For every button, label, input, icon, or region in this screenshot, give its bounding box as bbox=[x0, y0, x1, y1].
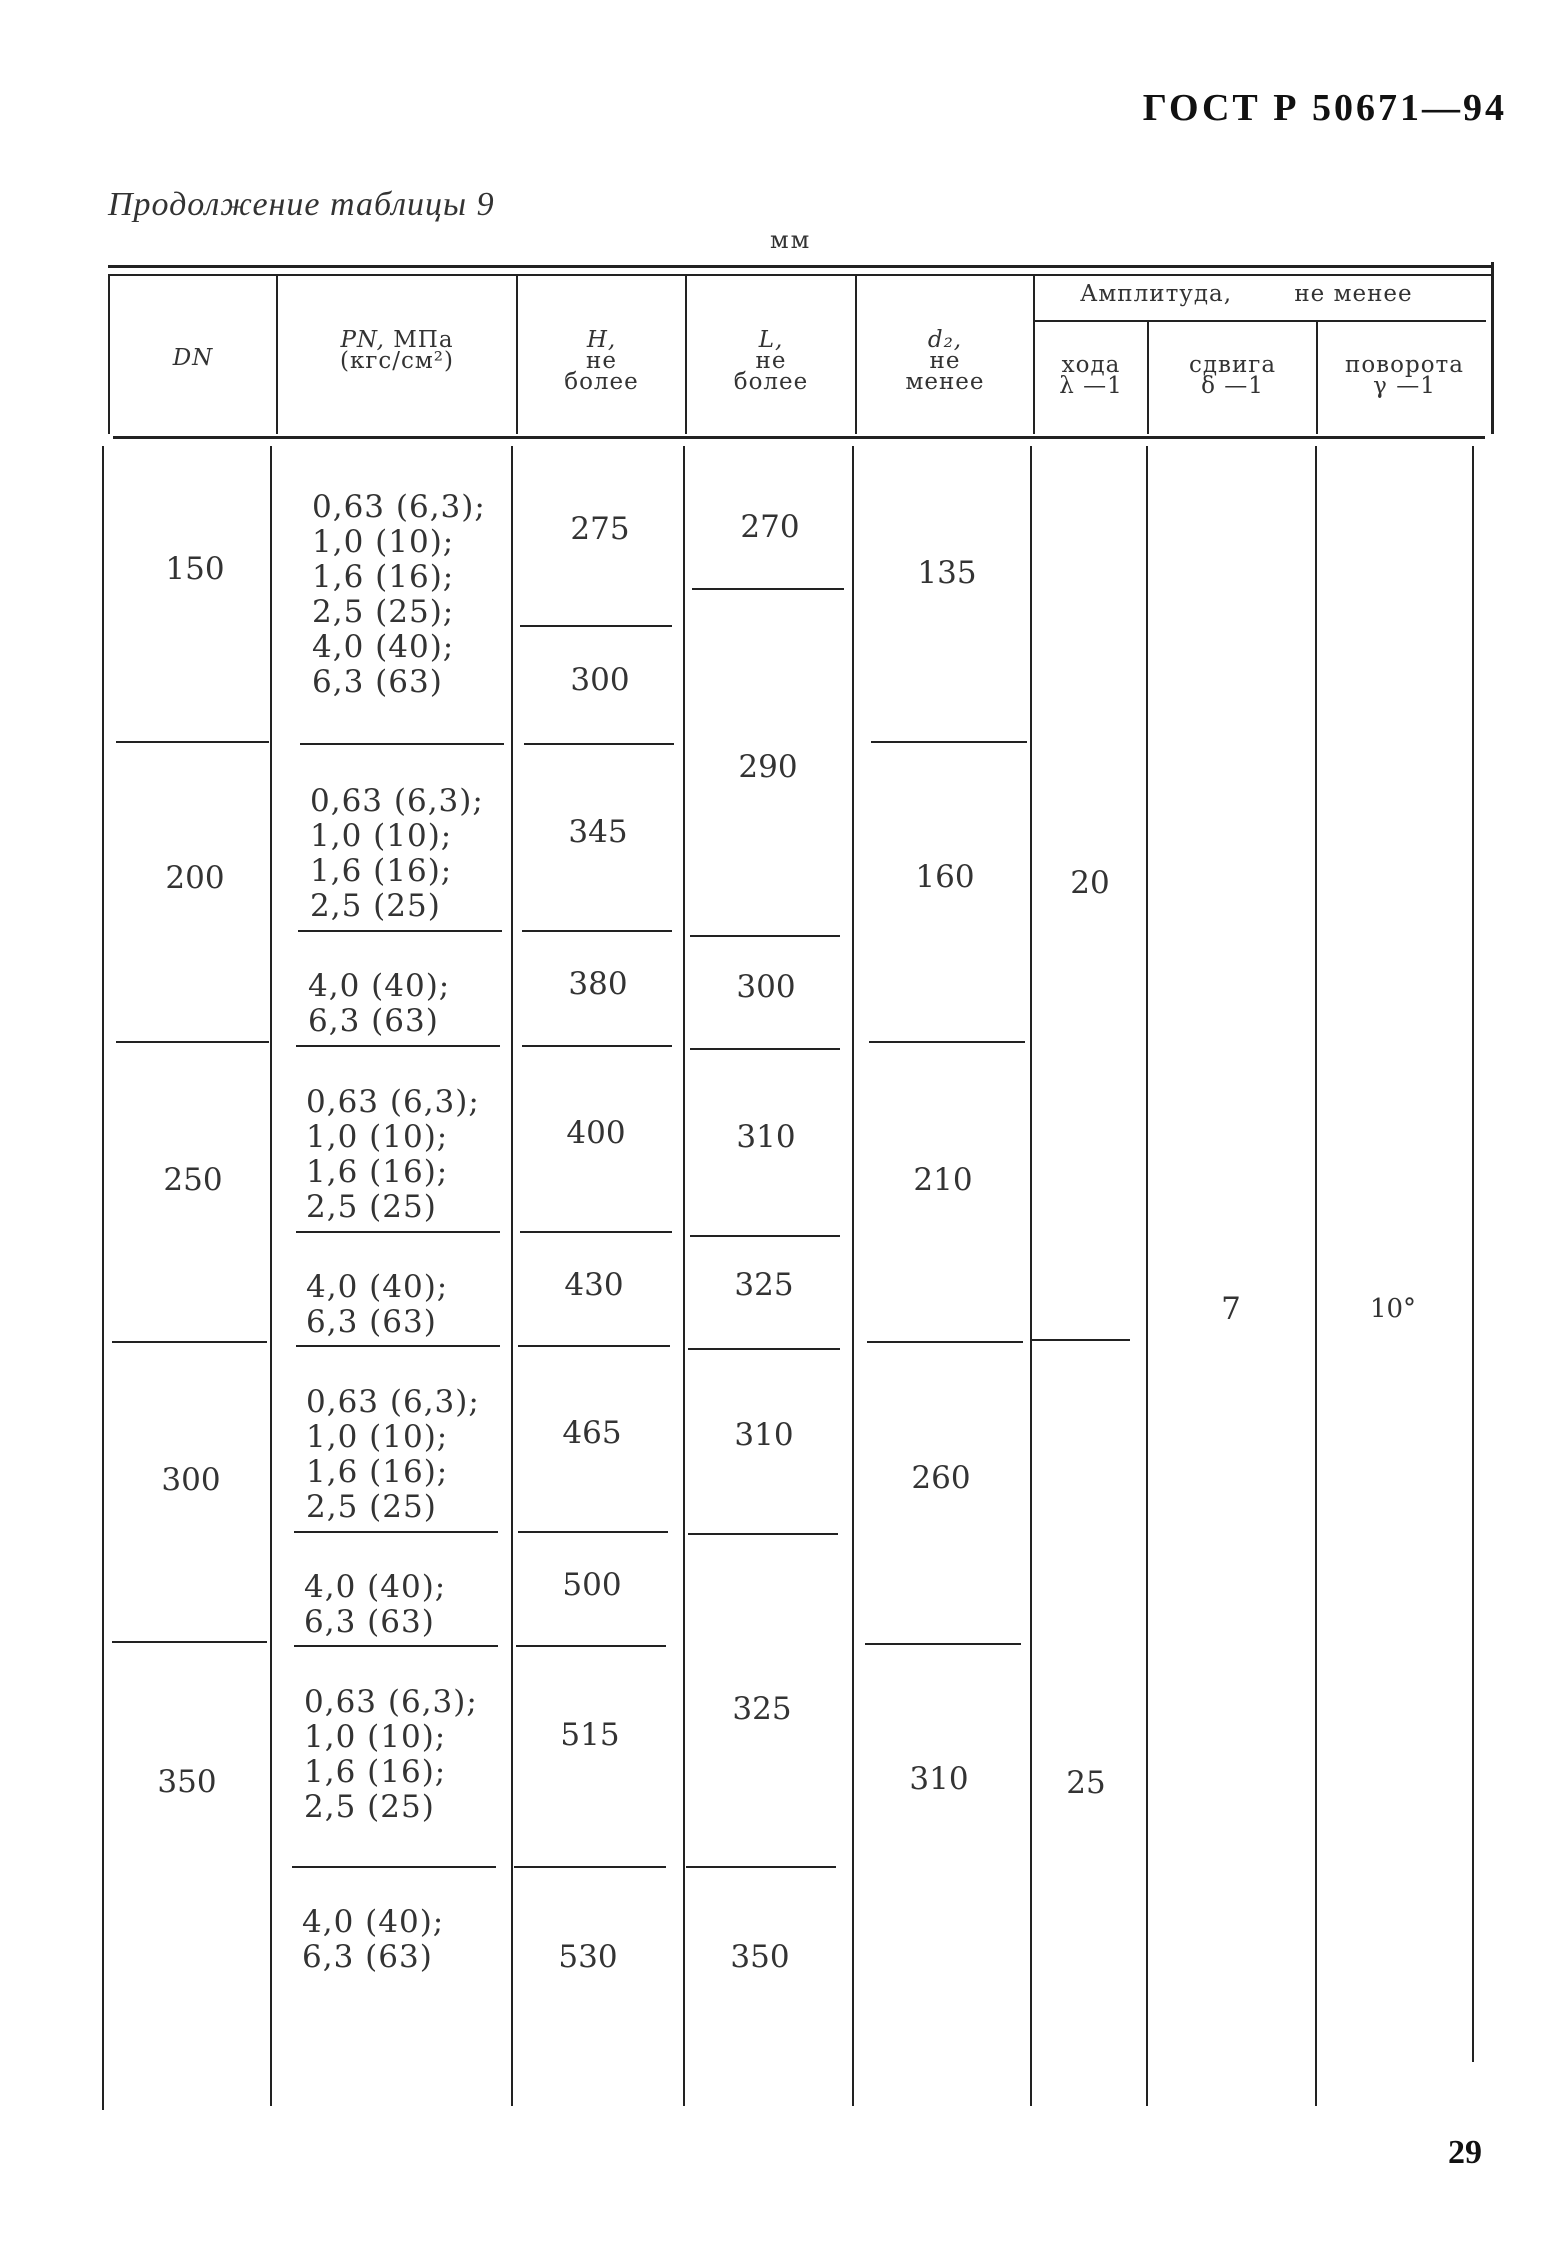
rotation-value: 10° bbox=[1369, 1294, 1417, 1324]
pn-line: 6,3 (63) bbox=[304, 1604, 435, 1640]
dn-sep-1 bbox=[116, 741, 269, 743]
header-pn bbox=[278, 327, 516, 374]
dn-sep-2 bbox=[116, 1041, 269, 1043]
h-sep-9 bbox=[514, 1866, 666, 1868]
header-pn-unit2: (кгс/см²) bbox=[340, 348, 454, 374]
l-value: 350 bbox=[730, 1939, 790, 1975]
header-travel-label: хода bbox=[1061, 352, 1121, 378]
header-d2-line2: менее bbox=[905, 369, 985, 395]
l-value: 310 bbox=[736, 1119, 796, 1155]
vline-right-body bbox=[1472, 446, 1474, 2062]
pn-line: 6,3 (63) bbox=[306, 1304, 437, 1340]
pn-line: 1,6 (16); bbox=[312, 559, 455, 595]
pn-line: 1,0 (10); bbox=[310, 818, 453, 854]
l-value: 325 bbox=[734, 1267, 794, 1303]
l-value: 310 bbox=[734, 1417, 794, 1453]
l-sep-1 bbox=[692, 588, 844, 590]
header-shift-symbol: δ —1 bbox=[1201, 373, 1264, 399]
vline-5-body bbox=[1030, 446, 1032, 2106]
h-sep-7 bbox=[518, 1531, 668, 1533]
document-code: ГОСТ Р 50671—94 bbox=[1142, 87, 1507, 129]
pn-group-200b bbox=[308, 969, 450, 1039]
pn-line: 0,63 (6,3); bbox=[312, 489, 486, 525]
pn-line: 2,5 (25) bbox=[310, 888, 441, 924]
table-caption: Продолжение таблицы 9 bbox=[108, 186, 495, 223]
header-dn: DN bbox=[172, 345, 214, 371]
d-sep-4 bbox=[865, 1643, 1021, 1645]
header-l-line2: более bbox=[733, 369, 809, 395]
pn-line: 2,5 (25); bbox=[312, 594, 455, 630]
pn-line: 1,0 (10); bbox=[306, 1119, 449, 1155]
l-sep-4 bbox=[690, 1235, 840, 1237]
travel-value: 25 bbox=[1066, 1765, 1106, 1801]
pn-group-300b bbox=[304, 1570, 446, 1640]
pn-line: 4,0 (40); bbox=[302, 1904, 445, 1940]
shift-value: 7 bbox=[1221, 1291, 1241, 1327]
header-pn-symbol: PN, bbox=[340, 327, 385, 353]
header-amplitude-label: Амплитуда, bbox=[1080, 281, 1233, 307]
h-value: 380 bbox=[568, 966, 628, 1002]
header-d2 bbox=[857, 327, 1033, 395]
d2-value: 210 bbox=[913, 1162, 973, 1198]
vline-2-body bbox=[511, 446, 513, 2106]
d-sep-1 bbox=[871, 741, 1027, 743]
pn-line: 4,0 (40); bbox=[306, 1269, 449, 1305]
pn-group-300a bbox=[306, 1385, 480, 1525]
d2-value: 260 bbox=[911, 1460, 971, 1496]
vline-right-header bbox=[1491, 262, 1494, 434]
table-top-rule bbox=[108, 265, 1493, 268]
h-sep-8 bbox=[516, 1645, 666, 1647]
l-sep-2 bbox=[690, 935, 840, 937]
amplitude-subheader-rule bbox=[1034, 320, 1486, 322]
h-sep-3 bbox=[522, 930, 672, 932]
dn-value: 300 bbox=[161, 1462, 221, 1498]
pn-line: 0,63 (6,3); bbox=[304, 1684, 478, 1720]
h-value: 300 bbox=[570, 662, 630, 698]
pn-line: 1,0 (10); bbox=[312, 524, 455, 560]
header-bottom-rule bbox=[113, 436, 1485, 439]
h-value: 345 bbox=[568, 814, 628, 850]
units-label: мм bbox=[770, 226, 812, 254]
pn-sep-3 bbox=[296, 1045, 500, 1047]
h-value: 465 bbox=[562, 1415, 622, 1451]
header-travel-symbol: λ —1 bbox=[1059, 373, 1123, 399]
pn-line: 1,6 (16); bbox=[310, 853, 453, 889]
header-rotation bbox=[1318, 352, 1491, 399]
pn-sep-8 bbox=[292, 1866, 496, 1868]
header-travel bbox=[1035, 352, 1147, 399]
page-number: 29 bbox=[1448, 2134, 1482, 2171]
pn-line: 1,6 (16); bbox=[304, 1754, 447, 1790]
pn-line: 4,0 (40); bbox=[312, 629, 455, 665]
header-amplitude bbox=[1040, 281, 1490, 307]
header-l-symbol: L, bbox=[758, 327, 784, 353]
pn-sep-4 bbox=[296, 1231, 500, 1233]
d2-value: 310 bbox=[909, 1761, 969, 1797]
table-top-rule-inner bbox=[108, 274, 1493, 276]
pn-sep-7 bbox=[294, 1645, 498, 1647]
pn-sep-2 bbox=[298, 930, 502, 932]
pn-line: 2,5 (25) bbox=[306, 1189, 437, 1225]
header-h-line1: не bbox=[586, 348, 617, 374]
travel-value: 20 bbox=[1070, 865, 1110, 901]
vline-1-body bbox=[270, 446, 272, 2106]
header-rotation-label: поворота bbox=[1345, 352, 1464, 378]
pn-group-350b bbox=[302, 1905, 444, 1975]
pn-line: 2,5 (25) bbox=[306, 1489, 437, 1525]
header-h-line2: более bbox=[564, 369, 639, 395]
dn-sep-4 bbox=[112, 1641, 267, 1643]
pn-group-200a bbox=[310, 784, 484, 924]
header-pn-unit: МПа bbox=[393, 327, 454, 353]
h-value: 400 bbox=[566, 1115, 626, 1151]
pn-line: 2,5 (25) bbox=[304, 1789, 435, 1825]
header-amplitude-note: не менее bbox=[1294, 281, 1413, 307]
pn-line: 1,0 (10); bbox=[306, 1419, 449, 1455]
pn-line: 1,6 (16); bbox=[306, 1454, 449, 1490]
pn-line: 4,0 (40); bbox=[308, 968, 451, 1004]
header-d2-line1: не bbox=[929, 348, 961, 374]
h-value: 275 bbox=[570, 511, 630, 547]
header-l bbox=[687, 327, 855, 395]
pn-line: 6,3 (63) bbox=[312, 664, 443, 700]
l-sep-7 bbox=[686, 1866, 836, 1868]
d2-value: 135 bbox=[917, 555, 977, 591]
h-sep-1 bbox=[520, 625, 672, 627]
l-value: 290 bbox=[738, 749, 798, 785]
pn-group-250a bbox=[306, 1085, 480, 1225]
pn-sep-6 bbox=[294, 1531, 498, 1533]
travel-sep-1 bbox=[1032, 1339, 1130, 1341]
l-value: 325 bbox=[732, 1691, 792, 1727]
pn-sep-5 bbox=[296, 1345, 500, 1347]
header-shift bbox=[1149, 352, 1316, 399]
header-l-line1: не bbox=[755, 348, 787, 374]
d-sep-2 bbox=[869, 1041, 1025, 1043]
pn-group-350a bbox=[304, 1685, 478, 1825]
vline-7-body bbox=[1315, 446, 1317, 2106]
pn-line: 6,3 (63) bbox=[302, 1939, 433, 1975]
header-rotation-symbol: γ —1 bbox=[1373, 373, 1436, 399]
vline-6-body bbox=[1146, 446, 1148, 2106]
pn-group-250b bbox=[306, 1270, 448, 1340]
header-h-symbol: H, bbox=[586, 327, 617, 353]
pn-line: 1,0 (10); bbox=[304, 1719, 447, 1755]
pn-line: 0,63 (6,3); bbox=[310, 783, 484, 819]
h-value: 530 bbox=[558, 1939, 618, 1975]
d2-value: 160 bbox=[915, 859, 975, 895]
d-sep-3 bbox=[867, 1341, 1023, 1343]
dn-value: 250 bbox=[163, 1162, 223, 1198]
pn-line: 0,63 (6,3); bbox=[306, 1384, 480, 1420]
l-sep-6 bbox=[688, 1533, 838, 1535]
h-sep-4 bbox=[522, 1045, 672, 1047]
h-sep-6 bbox=[518, 1345, 670, 1347]
dn-sep-3 bbox=[112, 1341, 267, 1343]
l-sep-5 bbox=[688, 1348, 840, 1350]
h-value: 515 bbox=[560, 1717, 620, 1753]
dn-value: 350 bbox=[157, 1764, 217, 1800]
l-value: 300 bbox=[736, 969, 796, 1005]
l-value: 270 bbox=[740, 509, 800, 545]
header-h bbox=[518, 327, 685, 395]
pn-line: 6,3 (63) bbox=[308, 1003, 439, 1039]
h-sep-5 bbox=[520, 1231, 672, 1233]
pn-group-150 bbox=[312, 490, 486, 700]
vline-left-body bbox=[102, 446, 104, 2110]
l-sep-3 bbox=[690, 1048, 840, 1050]
dn-value: 150 bbox=[165, 551, 225, 587]
pn-line: 1,6 (16); bbox=[306, 1154, 449, 1190]
vline-4-body bbox=[852, 446, 854, 2106]
h-value: 500 bbox=[562, 1567, 622, 1603]
h-sep-2 bbox=[524, 743, 674, 745]
pn-sep-1 bbox=[300, 743, 504, 745]
h-value: 430 bbox=[564, 1267, 624, 1303]
pn-line: 0,63 (6,3); bbox=[306, 1084, 480, 1120]
pn-line: 4,0 (40); bbox=[304, 1569, 447, 1605]
header-d2-symbol: d₂, bbox=[927, 327, 963, 353]
dn-value: 200 bbox=[165, 860, 225, 896]
header-shift-label: сдвига bbox=[1188, 352, 1277, 378]
